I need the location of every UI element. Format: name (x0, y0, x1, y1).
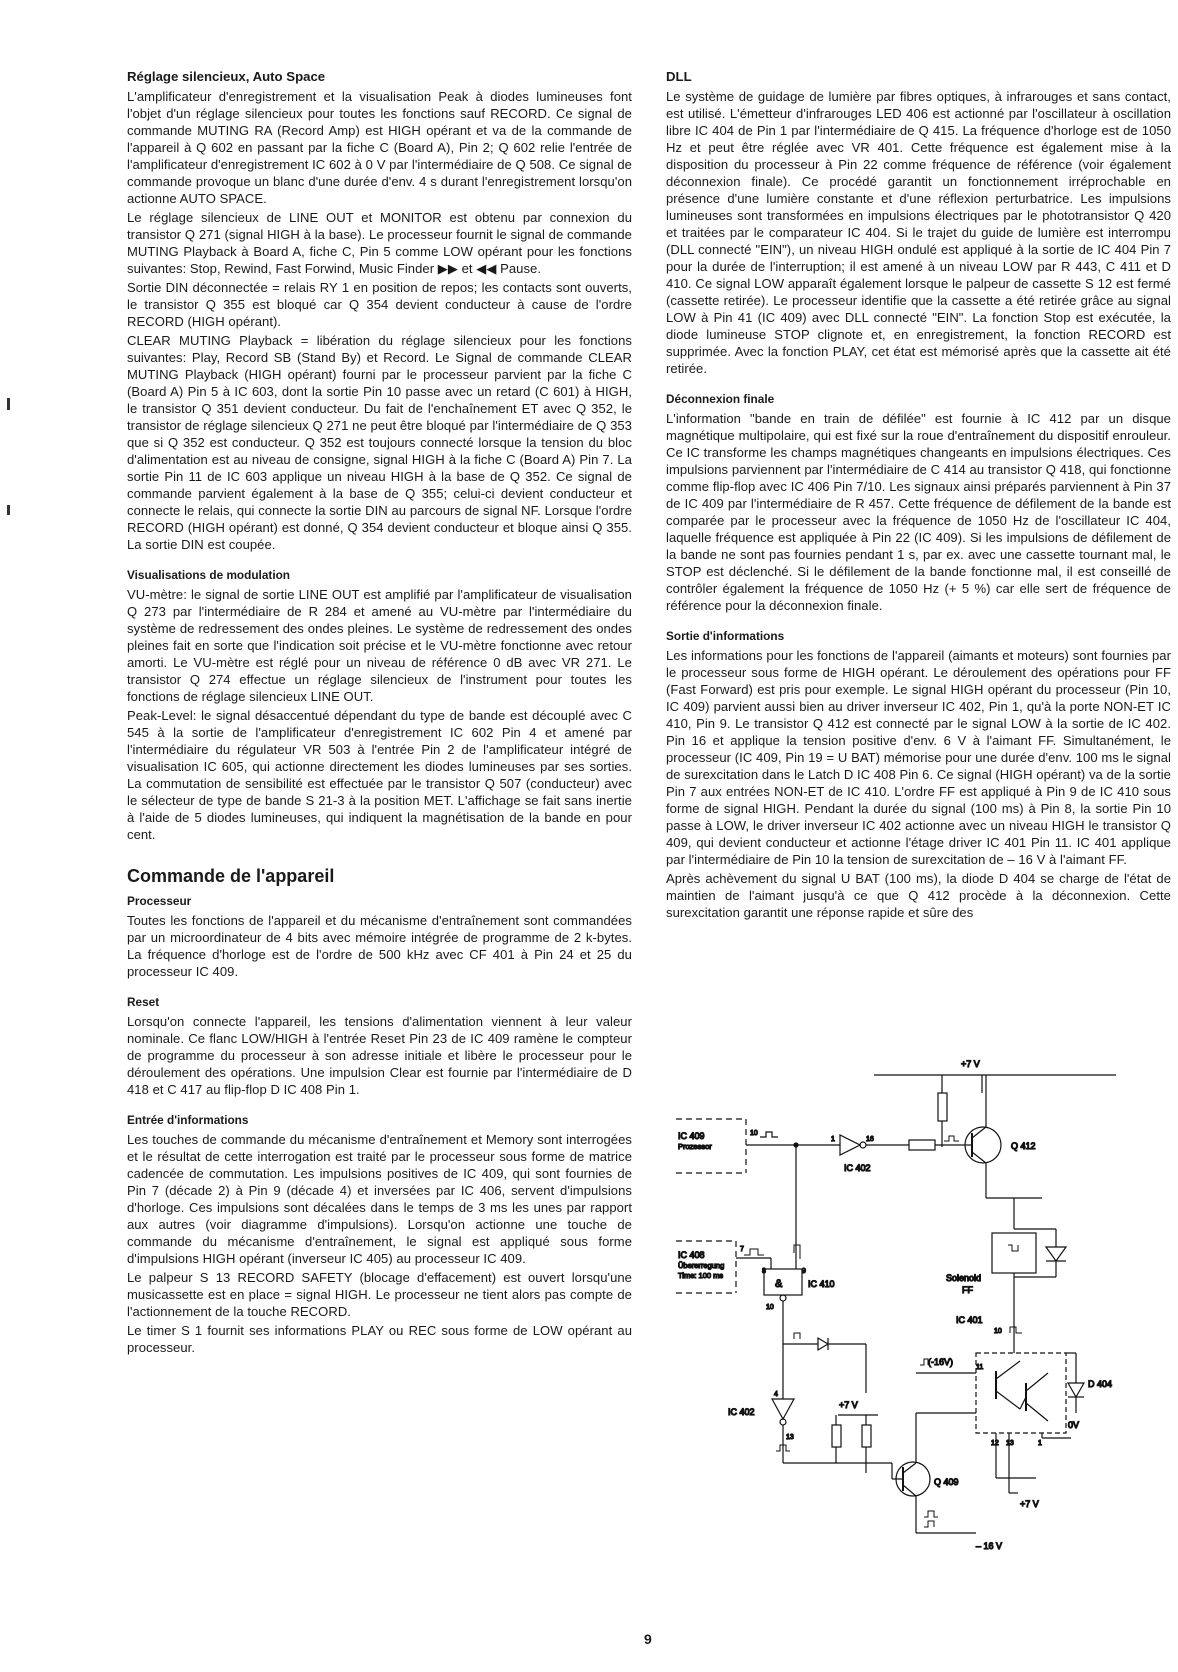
label-pin13: 13 (786, 1434, 794, 1441)
label-pin1: 1 (831, 1136, 835, 1143)
paragraph: Après achèvement du signal U BAT (100 ms), la diode D 404 se charge de l'état de maintien de l'aimant jusqu'à ce que Q 412 procède à la déconnexion. Cette surexcitation garantit une réponse rapide et sûre des (666, 871, 1171, 920)
label-ic402-top: IC 402 (844, 1163, 871, 1173)
page-number: 9 (644, 1631, 652, 1647)
label-pin10: 10 (750, 1130, 758, 1137)
section-heading: DLL (666, 69, 692, 84)
label-pin13b: 13 (1006, 1440, 1014, 1447)
label-plus7v-bottom: +7 V (1020, 1499, 1039, 1509)
paragraph: Le timer S 1 fournit ses informations PLAY ou REC sous forme de LOW opérant au processeur. (127, 1323, 632, 1355)
label-pin7: 7 (740, 1246, 744, 1253)
label-q412: Q 412 (1011, 1141, 1036, 1151)
label-ic409: IC 409 (678, 1131, 705, 1141)
label-solenoid-ff: FF (962, 1285, 973, 1295)
label-ic410: IC 410 (808, 1279, 835, 1289)
label-amp: & (775, 1278, 783, 1290)
label-pin8: 8 (762, 1268, 766, 1275)
paragraph: Le système de guidage de lumière par fibres optiques, à infrarouges et sans contact, est utilisé. L'émetteur d'infrarouges LED 406 est actionné par l'oscillateur à oscillation libre IC 404 de Pin 1 par l'intermédiaire de Q 415. La fréquence d'horloge est de 1050 Hz et peut être réglée avec VR 401. Cette fréquence est également mise à la disposition du processeur à Pin 22 comme fréquence de référence (voir également déconnexion finale). Ce procédé garantit un fonctionnement irréprochable en présence d'une lumière constante et d'une réflexion perturbatrice. Les impulsions lumineuses sont transformées en impulsions électriques par le phototransistor Q 420 et traitées par le comparateur IC 404. Si le trajet du guide de lumière est interrompu (DLL connecté "EIN"), un niveau HIGH ondulé est appliqué à la sortie de IC 404 Pin 7 pour la durée de l'interruption; il est amené à un niveau LOW par R 443, C 411 et D 410. Ce signal LOW apparaît également lorsque le palpeur de cassette S 12 est fermé (cassette retirée). Le processeur identifie que la cassette a été retirée grâce au signal LOW à Pin 41 (IC 409) avec DLL connecté "EIN". La fonction Stop est exécutée, la diode lumineuse STOP clignote et, en enregistrement, la fonction RECORD est supprimée. Avec la fonction PLAY, cet état est mémorisé après que la cassette ait été retirée. (666, 89, 1171, 376)
label-solenoid: Solenoid (946, 1273, 982, 1283)
right-column (666, 68, 1171, 923)
paragraph: L'information "bande en train de défilée" est fournie à IC 412 par un disque magnétique multipolaire, qui est fixé sur la roue d'entraînement du dispositif enrouleur. Ce IC transforme les champs magnétiques changeants en impulsions électriques. Ces impulsions parviennent par l'intermédiaire de C 414 au transistor Q 418, qui fonctionne comme flip-flop avec IC 406 Pin 7/10. Les signaux ainsi préparés parviennent à Pin 37 de IC 409 par l'intermédiaire de R 457. Cette fréquence de défilement de la bande est comparée par le processeur avec la fréquence de 1050 Hz de l'oscillateur IC 404, laquelle fréquence est appliquée à Pin 22 (IC 409). Si les impulsions de défilement de la bande ne sont pas fournies pendant 1 s, par ex. avec une cassette tournant mal, le STOP est déclenché. Si le défilement de la bande fonctionne mal, il est conseillé de contrôler également la fréquence de 1050 Hz (+ 5 %) car elle sert de fréquence de référence pour la déconnexion finale. (666, 411, 1171, 613)
section-heading: Processeur (127, 894, 192, 908)
label-ic409-sub: Prozessor (678, 1142, 712, 1151)
paragraph: Les touches de commande du mécanisme d'entraînement et Memory sont interrogées et le résultat de cette interrogation est traité par le processeur sous forme de matrice cadencée de commutation. Les impulsions positives de IC 409, qui sont fournies de Pin 7 (décade 2) à Pin 9 (décade 4) et inversées par IC 406, servent d'impulsions d'horloge. Ces impulsions sont décalées dans le temps de 3 ms les unes par rapport aux autres (voir diagramme d'impulsions). Lorsqu'on actionne une touche de commande du mécanisme d'entraînement, le signal est appliqué sous forme d'impulsions HIGH opérant (inverseur IC 405) au processeur IC 409. (127, 1132, 632, 1266)
chapter-heading: Commande de l'appareil (127, 866, 335, 886)
label-pin11: 11 (976, 1364, 984, 1371)
margin-mark (7, 398, 10, 410)
section-heading: Reset (127, 995, 160, 1009)
label-plus7v-mid: +7 V (839, 1400, 858, 1410)
paragraph: Le réglage silencieux de LINE OUT et MONITOR est obtenu par connexion du transistor Q 271 (signal HIGH à la base). Le processeur fournit le signal de commande MUTING Playback à Board A, fiche C, Pin 5 comme LOW opérant pour les fonctions suivantes: Stop, Rewind, Fast Forwind, Music Finder ▶▶ et ◀◀ Pause. (127, 210, 632, 276)
paragraph: Sortie DIN déconnectée = relais RY 1 en position de repos; les contacts sont ouverts, le transistor Q 355 est bloqué car Q 354 devient conducteur à cause de l'ordre RECORD (HIGH opérant). (127, 280, 632, 329)
paragraph: Peak-Level: le signal désaccentué dépendant du type de bande est découplé avec C 545 à la sortie de l'amplificateur d'enregistrement IC 602 Pin 4 et amené par l'intermédiaire du régulateur VR 503 à l'entrée Pin 2 de l'amplificateur intégré de visualisation IC 605, qui actionne directement les diodes lumineuses par ses sorties. La commutation de sensibilité est effectuée par le transistor Q 507 (conducteur) avec le sélecteur de type de bande S 21-3 à la position MET. L'affichage se fait sans inertie à l'aide de 5 diodes lumineuses, qui indiquent la magnétisation de la bande en pour cent. (127, 708, 632, 842)
label-minus16v-bottom: – 16 V (976, 1541, 1003, 1551)
left-column (127, 68, 632, 1358)
paragraph: L'amplificateur d'enregistrement et la visualisation Peak à diodes lumineuses font l'objet d'un réglage silencieux pour toutes les fonctions sauf RECORD. Ce signal de commande MUTING RA (Record Amp) est HIGH opérant et va de la commande de l'appareil à Q 602 en passant par la fiche C (Board A), Pin 2; Q 602 relie l'entrée de l'amplificateur d'enregistrement IC 602 à 0 V par l'intermédiaire de Q 508. Ce signal de commande provoque un blanc d'une durée d'env. 4 s durant l'enregistrement lorsqu'on actionne AUTO SPACE. (127, 89, 632, 206)
label-ic402-bottom: IC 402 (728, 1407, 755, 1417)
label-pin16: 16 (866, 1136, 874, 1143)
paragraph: Les informations pour les fonctions de l'appareil (aimants et moteurs) sont fournies par le processeur sous forme de HIGH opérant. Le déroulement des opérations pour FF (Fast Forward) est pris pour exemple. Le signal HIGH opérant du processeur (Pin 10, IC 409) parvient aussi bien au driver inverseur IC 402, Pin 1, qu'à la porte NON-ET IC 410, Pin 9. Le transistor Q 412 est connecté par le signal LOW à la sortie de IC 402. Pin 16 et applique la tension positive d'env. 6 V à l'aimant FF. Simultanément, le processeur (IC 409, Pin 19 = U BAT) mémorise pour une durée d'env. 100 ms le signal de surexcitation dans le Latch D IC 408 Pin 6. Ce signal (HIGH opérant) va de la sortie Pin 7 aux entrées NON-ET de IC 410. L'ordre FF est appliqué à Pin 9 de IC 410 sous forme de signal HIGH. Pendant la durée du signal (100 ms) à Pin 8, la sortie Pin 10 passe à LOW, le driver inverseur IC 402 actionne avec un niveau HIGH le transistor Q 409, qui devient conducteur et actionne l'étage driver IC 401 Pin 11. IC 401 applique par l'intermédiaire de Pin 10 la tension de surexcitation de – 16 V à l'aimant FF. (666, 648, 1171, 867)
paragraph: Le palpeur S 13 RECORD SAFETY (blocage d'effacement) est ouvert lorsqu'une musicassette est en place = signal HIGH. Le processeur ne tient alors pas compte de l'actionnement de la touche RECORD. (127, 1270, 632, 1319)
label-pin10c: 10 (994, 1328, 1002, 1335)
label-plus7v-top: +7 V (961, 1059, 980, 1069)
section-heading: Sortie d'informations (666, 629, 785, 643)
label-ic408-sub1: Übererregung (678, 1261, 725, 1270)
label-minus16v: (-16V) (928, 1357, 954, 1367)
label-pin1b: 1 (1038, 1440, 1042, 1447)
margin-mark (7, 505, 10, 515)
paragraph: CLEAR MUTING Playback = libération du réglage silencieux pour les fonctions suivantes: Play, Record SB (Stand By) et Record. Le Signal de commande CLEAR MUTING Playback (HIGH opérant) fourni par le processeur parvient par la fiche C (Board A) Pin 5 à IC 603, dont la sortie Pin 10 passe avec un retard (C 601) à HIGH, le transistor Q 351 devient conducteur. Du fait de l'enchaînement ET avec Q 352, le transistor de réglage silencieux Q 271 ne peut être bloqué par l'intermédiaire de Q 353 que si Q 352 est conducteur. Q 352 est toujours connecté lorsque la tension du bloc d'alimentation est au niveau de consigne, signal HIGH à la fiche C (Board A) Pin 7. La sortie Pin 11 de IC 603 applique un niveau HIGH à la base de Q 352. Ce signal de commande parvient également à la base de Q 355; celui-ci devient conducteur et connecte le relais, qui connecte la sortie DIN au parcours de signal NF. Lorsque l'ordre RECORD (HIGH opérant) est donné, Q 354 devient conducteur et bloque ainsi Q 355. La sortie DIN est coupée. (127, 333, 632, 552)
label-d404: D 404 (1088, 1379, 1113, 1389)
label-pin9: 9 (802, 1268, 806, 1275)
label-pin12: 12 (991, 1440, 999, 1447)
circuit-schematic (676, 1053, 1168, 1653)
section-heading: Entrée d'informations (127, 1113, 249, 1127)
section-heading: Déconnexion finale (666, 392, 775, 406)
label-ic408-sub2: Time: 100 ms (678, 1271, 724, 1280)
label-pin4: 4 (774, 1391, 778, 1398)
section-heading: Visualisations de modulation (127, 568, 291, 582)
label-q409: Q 409 (934, 1477, 959, 1487)
section-heading: Réglage silencieux, Auto Space (127, 69, 326, 84)
paragraph: VU-mètre: le signal de sortie LINE OUT est amplifié par l'amplificateur de visualisation Q 273 par l'intermédiaire de R 284 et amené au VU-mètre par l'intermédiaire du système de redressement des ondes pleines. Le système de redressement des ondes pleines fait en sorte que l'indication soit précise et le VU-mètre fonctionne avec retour amorti. Le VU-mètre est réglé pour un niveau de référence 0 dB avec VR 271. Le transistor Q 274 effectue un réglage silencieux de l'instrument pour toutes les fonctions de réglage silencieux LINE OUT. (127, 587, 632, 704)
label-0v: 0V (1068, 1420, 1080, 1430)
label-ic408: IC 408 (678, 1250, 705, 1260)
paragraph: Toutes les fonctions de l'appareil et du mécanisme d'entraînement sont commandées par un microordinateur de 4 bits avec mémoire intégrée de programme de 2 k-bytes. La fréquence d'horloge est de l'ordre de 500 kHz avec CF 401 à Pin 24 et 25 du processeur IC 409. (127, 913, 632, 979)
label-ic401: IC 401 (956, 1315, 983, 1325)
label-pin10b: 10 (766, 1304, 774, 1311)
paragraph: Lorsqu'on connecte l'appareil, les tensions d'alimentation viennent à leur valeur nominale. Ce flanc LOW/HIGH à l'entrée Reset Pin 23 de IC 409 ramène le compteur de programme du processeur à son adresse initiale et libère le processeur pour le déroulement des opérations. Une impulsion Clear est fournie par l'intermédiaire de D 418 et C 417 au flip-flop D IC 408 Pin 1. (127, 1014, 632, 1097)
